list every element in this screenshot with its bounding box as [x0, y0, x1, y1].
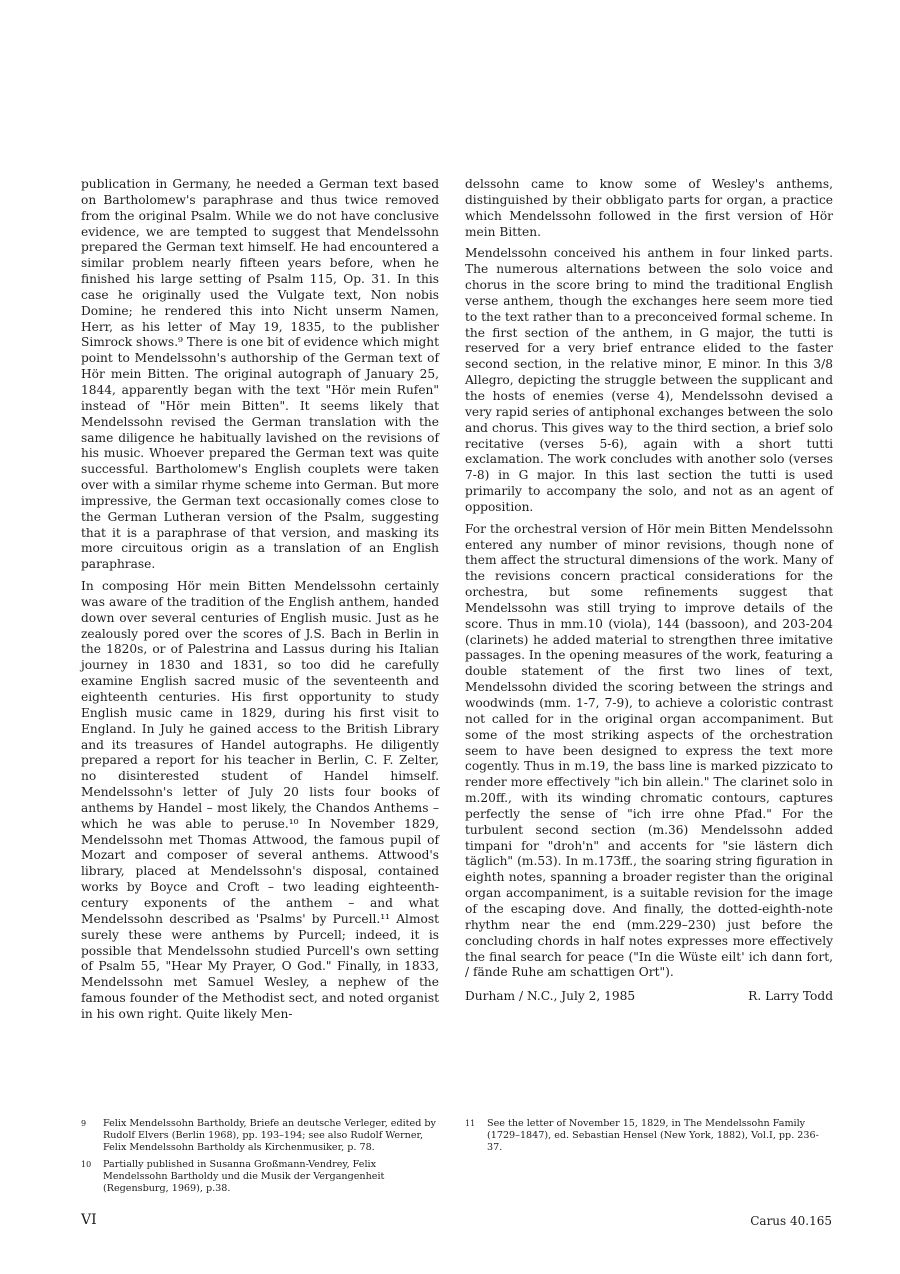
footnote-text: Partially published in Susanna Großmann-Vendrey, Felix Mendelssohn Bartholdy und die Musik der Vergangenheit (Regensburg, 1969), p.38. — [103, 1159, 385, 1194]
left-paragraph-1: publication in Germany, he needed a German text based on Bartholomew's paraphrase and thus twice removed from the original Psalm. While we do not have conclusive evidence, we are tempted to suggest that Mendelssohn prepared the German text himself. He had encountered a similar problem nearly fifteen years before, when he finished his large setting of Psalm 115, Op. 31. In this case he originally used the Vulgate text, Non nobis Domine; he rendered this into Nicht unserm Namen, Herr, as his letter of May 19, 1835, to the publisher Simrock shows.⁹ There is one bit of evidence which might point to Mendelssohn's authorship of the German text of Hör mein Bitten. The original autograph of January 25, 1844, apparently began with the text "Hör mein Rufen" instead of "Hör mein Bitten". It seems likely that Mendelssohn revised the German translation with the same diligence he habitually lavished on the revisions of his music. Whoever prepared the German text was quite successful. Bartholomew's English couplets were taken over with a similar rhyme scheme into German. But more impressive, the German text occasionally comes close to the German Lutheran version of the Psalm, suggesting that it is a paraphrase of that version, and masking its more circuitous origin as a translation of an English paraphrase. — [81, 177, 439, 572]
footnote-text: Felix Mendelssohn Bartholdy, Briefe an deutsche Verleger, edited by Rudolf Elvers (Berlin 1968), pp. 193–194; see also Rudolf Werner, Felix Mendelssohn Bartholdy als Kirchenmusiker, p. 78. — [103, 1118, 436, 1153]
page-number: VI — [81, 1212, 97, 1228]
catalog-number: Carus 40.165 — [750, 1214, 832, 1228]
right-paragraph-2: Mendelssohn conceived his anthem in four linked parts. The numerous alternations between the solo voice and chorus in the score bring to mind the traditional English verse anthem, though the exchanges here seem more tied to the text rather than to a preconceived formal scheme. In the first section of the anthem, in G major, the tutti is reserved for a very brief entrance elided to the faster second section, in the relative minor, E minor. In this 3/8 Allegro, depicting the struggle between the supplicant and the hosts of enemies (verse 4), Mendelssohn devised a very rapid series of antiphonal exchanges between the solo and chorus. This gives way to the third section, a brief solo recitative (verses 5-6), again with a short tutti exclamation. The work concludes with another solo (verses 7-8) in G major. In this last section the tutti is used primarily to accompany the solo, and not as an agent of opposition. — [465, 246, 833, 514]
footnote-11 — [465, 1118, 833, 1154]
author-name: R. Larry Todd — [748, 989, 833, 1004]
footnote-marker: 9 — [81, 1119, 87, 1128]
place-date: Durham / N.C., July 2, 1985 — [465, 989, 636, 1004]
footnote-9 — [81, 1118, 439, 1154]
footnote-marker: 11 — [465, 1119, 476, 1128]
right-text-column — [465, 177, 833, 1005]
footnotes-right — [465, 1118, 833, 1159]
left-text-column — [81, 177, 439, 1029]
footnotes-left — [81, 1118, 439, 1200]
footnote-marker: 10 — [81, 1160, 92, 1169]
footnote-text: See the letter of November 15, 1829, in The Mendelssohn Family (1729–1847), ed. Sebastian Hensel (New York, 1882), Vol.I, pp. 236-37. — [487, 1118, 819, 1153]
right-paragraph-1: delssohn came to know some of Wesley's anthems, distinguished by their obbligato parts for organ, a practice which Mendelssohn followed in the first version of Hör mein Bitten. — [465, 177, 833, 239]
signature-line — [465, 989, 833, 1005]
right-paragraph-3: For the orchestral version of Hör mein Bitten Mendelssohn entered any number of minor revisions, though none of them affect the structural dimensions of the work. Many of the revisions concern practical considerations for the orchestra, but some refinements suggest that Mendelssohn was still trying to improve details of the score. Thus in mm.10 (viola), 144 (bassoon), and 203-204 (clarinets) he added material to strengthen three imitative passages. In the opening measures of the work, featuring a double statement of the first two lines of text, Mendelssohn divided the scoring between the strings and woodwinds (mm. 1-7, 7-9), to achieve a coloristic contrast not called for in the original organ accompaniment. But some of the most striking aspects of the orchestration seem to have been designed to express the text more cogently. Thus in m.19, the bass line is marked pizzicato to render more effectively "ich bin allein." The clarinet solo in m.20ff., with its winding chromatic contours, captures perfectly the sense of "ich irre ohne Pfad." For the turbulent second section (m.36) Mendelssohn added timpani for "droh'n" and accents for "sie lästern dich täglich" (m.53). In m.173ff., the soaring string figuration in eighth notes, spanning a broader register than the original organ accompaniment, is a suitable revision for the image of the escaping dove. And finally, the dotted-eighth-note rhythm near the end (mm.229–230) just before the concluding chords in half notes expresses more effectively the final search for peace ("In die Wüste eilt' ich dann fort, / fände Ruhe am schattigen Ort"). — [465, 521, 833, 980]
footnote-10 — [81, 1159, 439, 1195]
left-paragraph-2: In composing Hör mein Bitten Mendelssohn certainly was aware of the tradition of the English anthem, handed down over several centuries of English music. Just as he zealously pored over the scores of J.S. Bach in Berlin in the 1820s, or of Palestrina and Lassus during his Italian journey in 1830 and 1831, so too did he carefully examine English sacred music of the seventeenth and eighteenth centuries. His first opportunity to study English music came in 1829, during his first visit to England. In July he gained access to the British Library and its treasures of Handel autographs. He diligently prepared a report for his teacher in Berlin, C. F. Zelter, no disinterested student of Handel himself. Mendelssohn's letter of July 20 lists four books of anthems by Handel – most likely, the Chandos Anthems – which he was able to peruse.¹⁰ In November 1829, Mendelssohn met Thomas Attwood, the famous pupil of Mozart and composer of several anthems. Attwood's library, placed at Mendelssohn's disposal, contained works by Boyce and Croft – two leading eighteenth-century exponents of the anthem – and what Mendelssohn described as 'Psalms' by Purcell.¹¹ Almost surely these were anthems by Purcell; indeed, it is possible that Mendelssohn studied Purcell's own setting of Psalm 55, "Hear My Prayer, O God." Finally, in 1833, Mendelssohn met Samuel Wesley, a nephew of the famous founder of the Methodist sect, and noted organist in his own right. Quite likely Men- — [81, 579, 439, 1021]
